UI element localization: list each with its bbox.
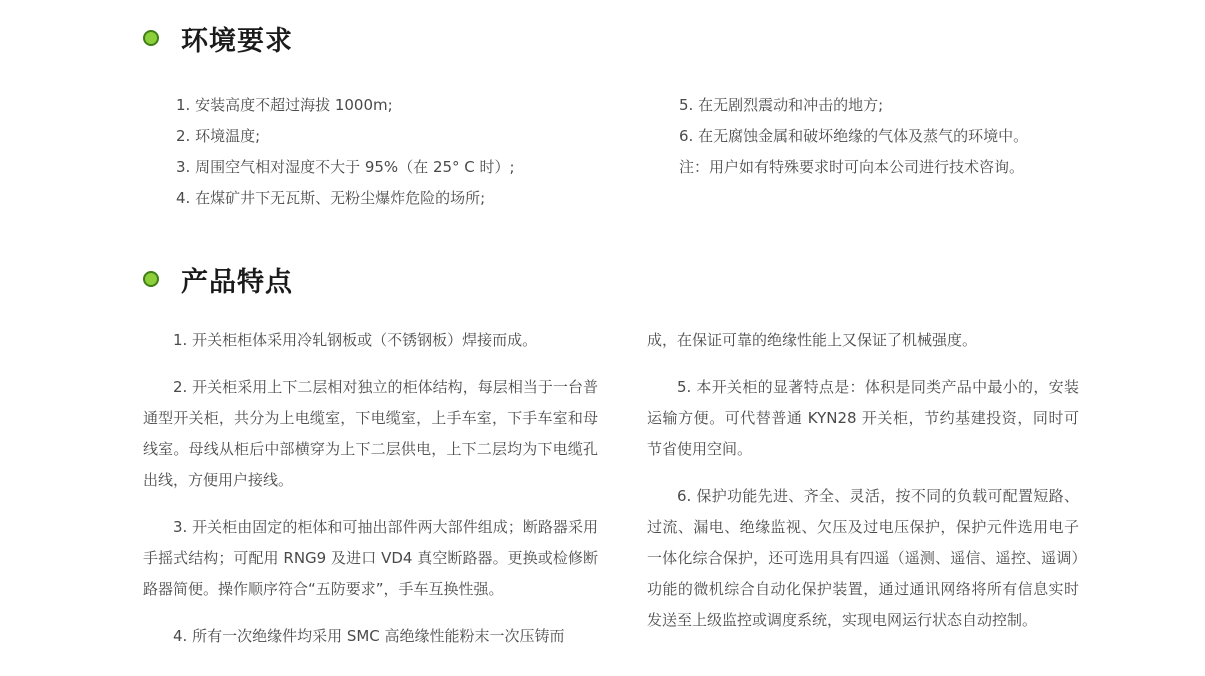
features-left-column [143,325,598,668]
env-item: 2. 环境温度; [176,127,261,145]
env-item: 6. 在无腐蚀金属和破坏绝缘的气体及蒸气的环境中。 [679,127,1029,145]
feature-paragraph: 5. 本开关柜的显著特点是：体积是同类产品中最小的，安装运输方便。可代替普通 KYN28 开关柜，节约基建投资，同时可节省使用空间。 [647,378,1079,458]
env-item: 1. 安装高度不超过海拔 1000m; [176,96,393,114]
env-item: 3. 周围空气相对湿度不大于 95%（在 25° C 时）; [176,158,515,176]
features-right-column [647,325,1079,652]
section-bullet-icon [143,30,159,46]
feature-paragraph: 1. 开关柜柜体采用冷轧钢板或（不锈钢板）焊接而成。 [173,331,538,349]
env-section-title: 环境要求 [181,25,293,57]
env-section-header [143,18,293,58]
env-right-list [679,90,1028,183]
env-note: 注：用户如有特殊要求时可向本公司进行技术咨询。 [679,158,1025,176]
feature-paragraph: 4. 所有一次绝缘件均采用 SMC 高绝缘性能粉末一次压铸而 [173,627,565,645]
feature-paragraph-continued: 成，在保证可靠的绝缘性能上又保证了机械强度。 [647,331,978,349]
feature-paragraph: 3. 开关柜由固定的柜体和可抽出部件两大部件组成；断路器采用手摇式结构；可配用 RNG9 及进口 VD4 真空断路器。更换或检修断路器简便。操作顺序符合“五防要求”，手车互换性强。 [143,518,598,598]
env-item: 4. 在煤矿井下无瓦斯、无粉尘爆炸危险的场所; [176,189,486,207]
feature-paragraph: 6. 保护功能先进、齐全、灵活，按不同的负载可配置短路、过流、漏电、绝缘监视、欠压及过电压保护，保护元件选用电子一体化综合保护，还可选用具有四遥（遥测、遥信、遥控、遥调）功能的微机综合自动化保护装置，通过通讯网络将所有信息实时发送至上级监控或调度系统，实现电网运行状态自动控制。 [647,487,1079,629]
features-section-title: 产品特点 [181,266,293,298]
env-left-list [176,90,515,214]
env-item: 5. 在无剧烈震动和冲击的地方; [679,96,884,114]
section-bullet-icon [143,271,159,287]
feature-paragraph: 2. 开关柜采用上下二层相对独立的柜体结构，每层相当于一台普通型开关柜，共分为上电缆室，下电缆室，上手车室，下手车室和母线室。母线从柜后中部横穿为上下二层供电，上下二层均为下电缆孔出线，方便用户接线。 [143,378,598,489]
features-section-header [143,259,293,299]
